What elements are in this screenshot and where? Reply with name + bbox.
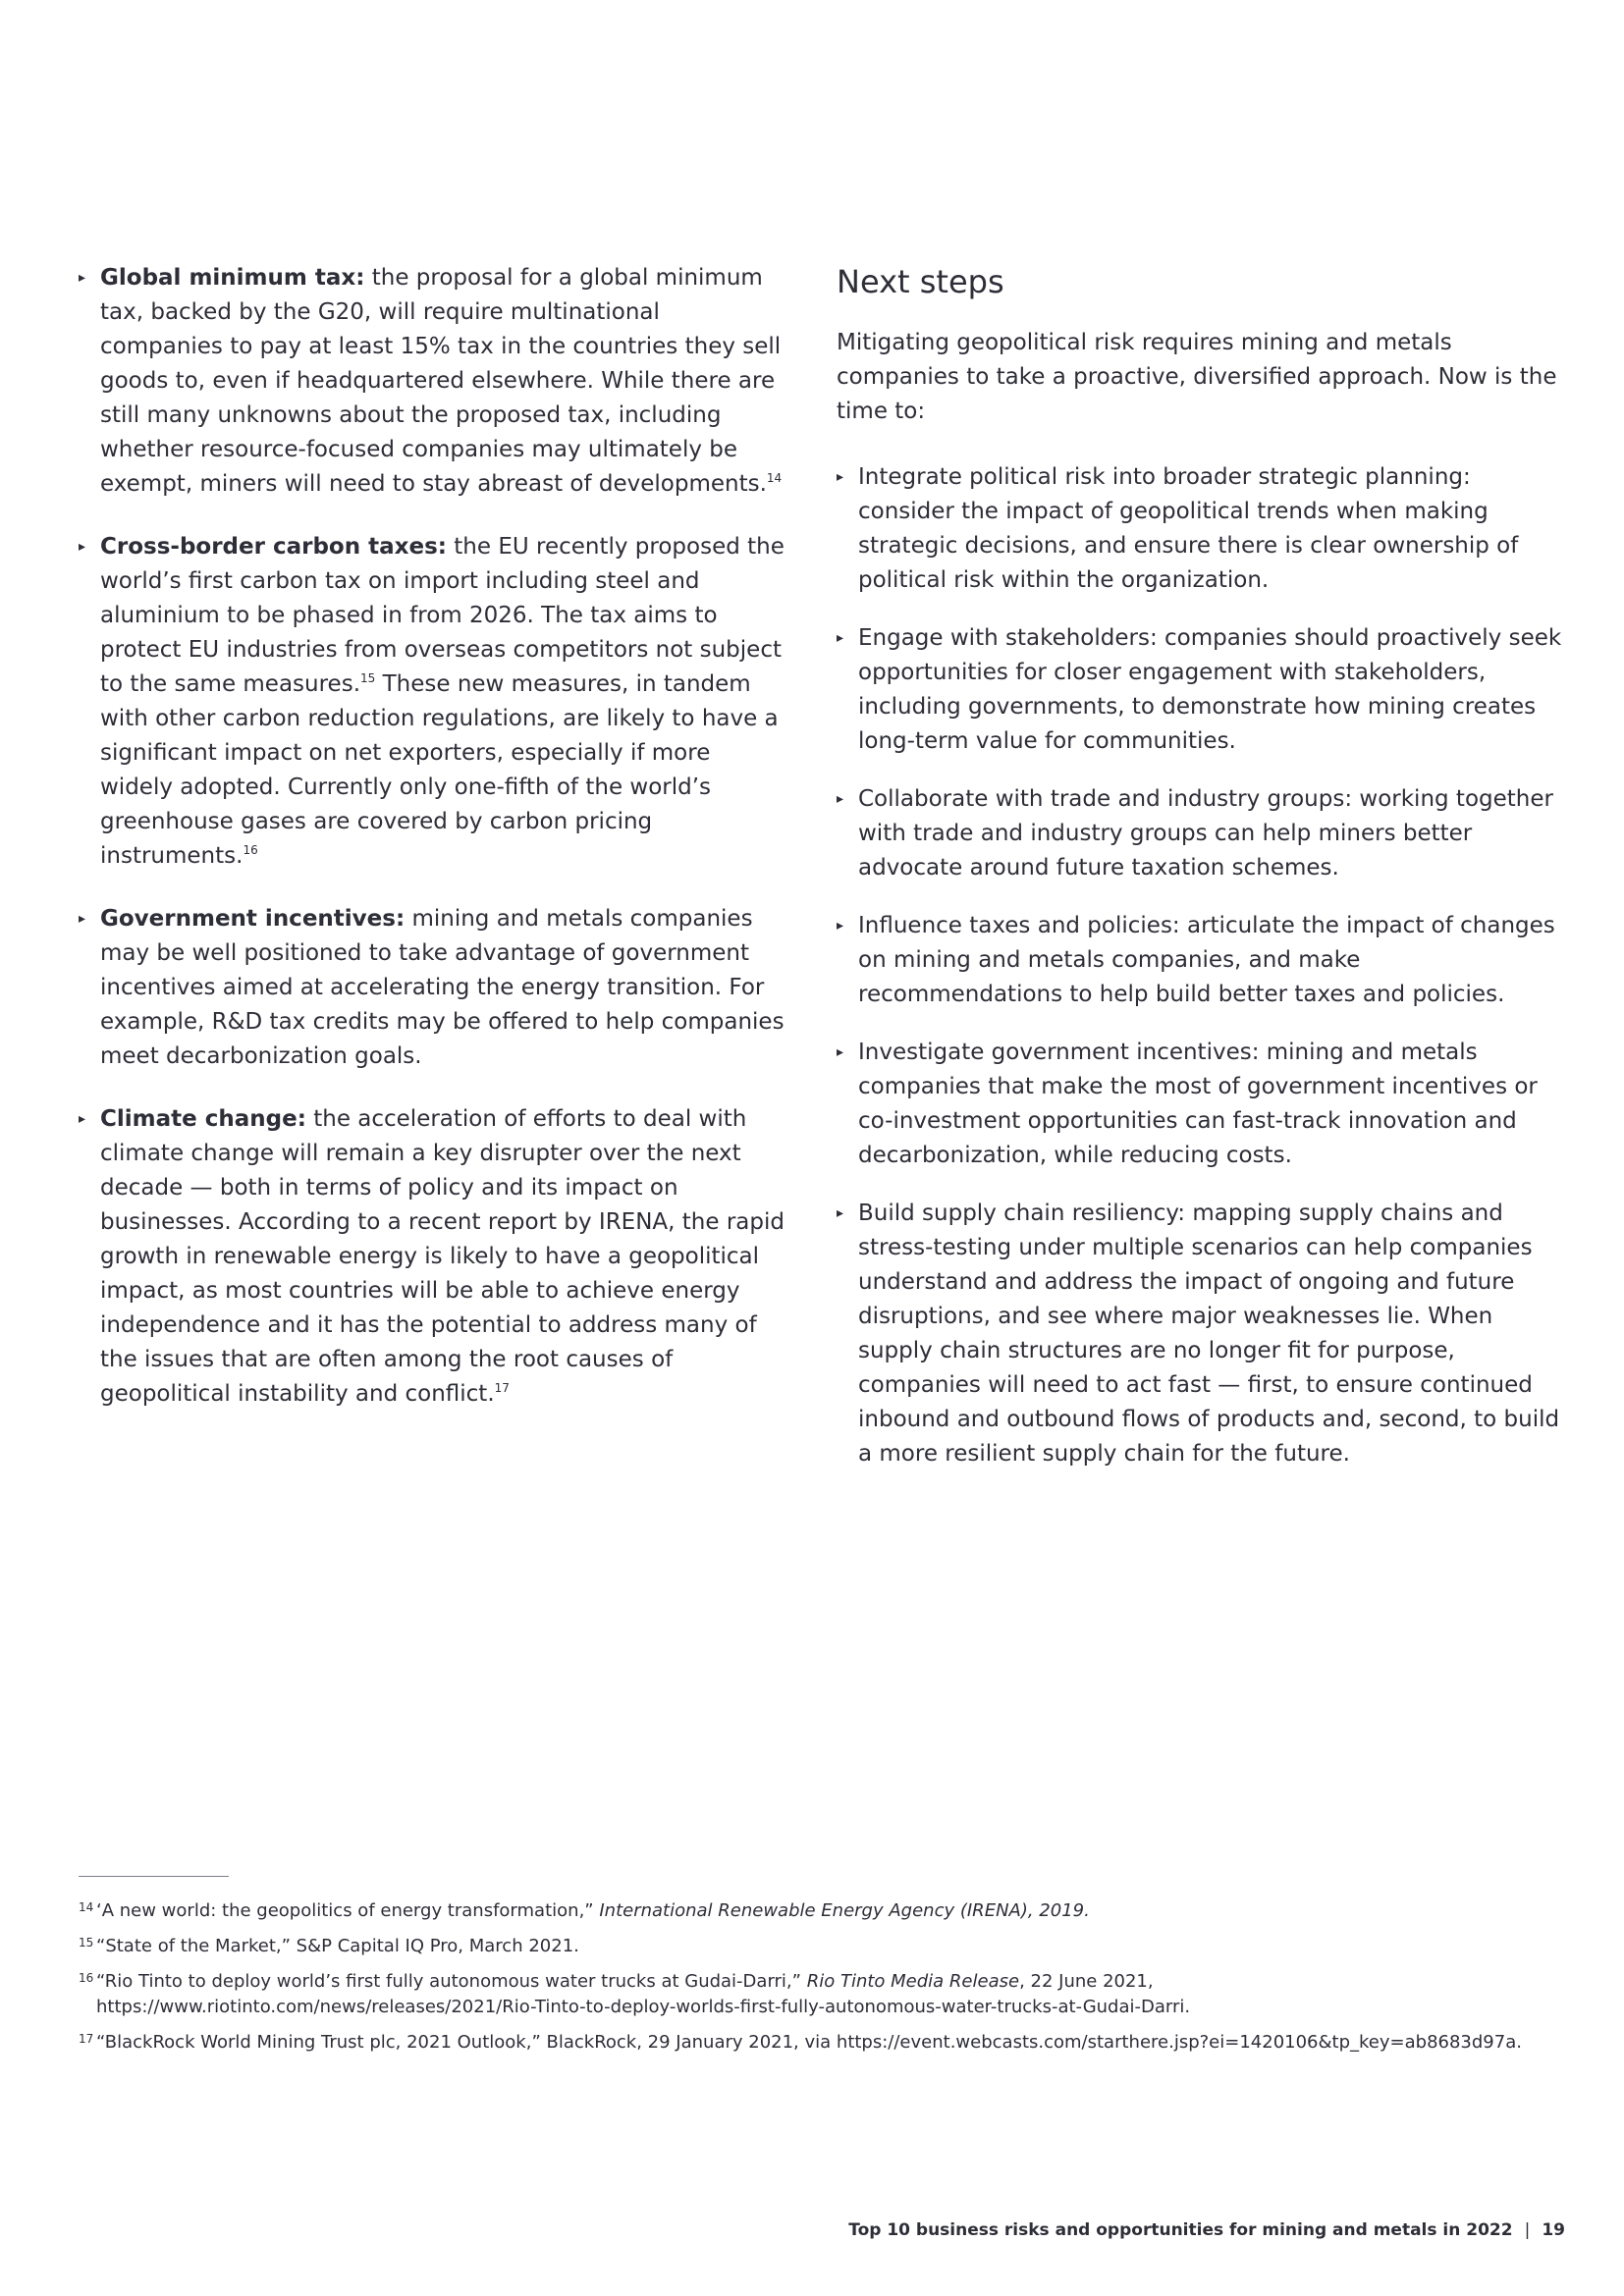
footnote-number: 15 xyxy=(79,1936,94,1949)
footnote-number: 16 xyxy=(79,1971,94,1985)
footer-separator: | xyxy=(1524,2220,1531,2240)
bullet-icon: ▸ xyxy=(79,1111,86,1127)
left-column xyxy=(79,261,785,1440)
section-heading: Next steps xyxy=(837,263,1004,300)
footnote-text: “State of the Market,” S&P Capital IQ Pro, March 2021. xyxy=(96,1936,579,1956)
footnote-source: International Renewable Energy Agency (IRENA), 2019. xyxy=(593,1900,1090,1921)
footnote-number: 17 xyxy=(79,2032,94,2046)
footnotes xyxy=(79,1898,1551,2065)
page-footer xyxy=(848,2218,1565,2242)
list-item xyxy=(79,902,785,1074)
item-text: Collaborate with trade and industry groups: working together with trade and industry groups can help miners better advocate around future taxation schemes. xyxy=(858,786,1553,881)
item-text: the EU recently proposed the world’s first carbon tax on import including steel and aluminium to be phased in from 2026. The tax aims to protect EU industries from overseas competitors not subject to the same measures. xyxy=(100,534,785,697)
footnote xyxy=(79,1969,1551,2020)
item-text: Influence taxes and policies: articulate the impact of changes on mining and metals companies, and make recommendations to help build better taxes and policies. xyxy=(858,913,1555,1007)
list-item xyxy=(79,261,785,502)
footnote-ref: 14 xyxy=(766,471,783,485)
footnote-source: Rio Tinto Media Release xyxy=(800,1971,1020,1992)
right-column xyxy=(837,261,1563,1495)
item-text: These new measures, in tandem with other carbon reduction regulations, are likely to have a significant impact on net exporters, especially if more widely adopted. Currently only one-fifth of the world’s greenhouse gases are covered by carbon pricing instruments. xyxy=(100,671,779,869)
footnote-text-rest: , 22 June 2021, https://www.riotinto.com/news/releases/2021/Rio-Tinto-to-deploy-worlds-first-fully-autonomous-water-trucks-at-Gudai-Darri. xyxy=(96,1971,1191,2017)
footnote-divider xyxy=(79,1876,229,1877)
item-text: Integrate political risk into broader strategic planning: consider the impact of geopolitical trends when making strategic decisions, and ensure there is clear ownership of political risk within the organization. xyxy=(858,464,1519,593)
report-title: Top 10 business risks and opportunities for mining and metals in 2022 xyxy=(848,2220,1513,2240)
bullet-icon: ▸ xyxy=(837,918,844,934)
footnote xyxy=(79,2030,1551,2056)
item-text: Build supply chain resiliency: mapping supply chains and stress-testing under multiple scenarios can help companies understand and address the impact of ongoing and future disruptions, and see where major weaknesses lie. When supply chain structures are no longer fit for purpose, companies will need to act fast — first, to ensure continued inbound and outbound flows of products and, second, to build a more resilient supply chain for the future. xyxy=(858,1201,1560,1467)
section-intro: Mitigating geopolitical risk requires mining and metals companies to take a proactive, diversified approach. Now is the time to: xyxy=(837,330,1557,424)
footnote xyxy=(79,1898,1551,1924)
footnote-text: ‘A new world: the geopolitics of energy transformation,” xyxy=(96,1900,594,1921)
footnote xyxy=(79,1934,1551,1959)
list-item xyxy=(837,621,1563,759)
footnote-ref: 15 xyxy=(360,671,376,685)
footnote-text: “BlackRock World Mining Trust plc, 2021 Outlook,” BlackRock, 29 January 2021, via https://event.webcasts.com/starthere.jsp?ei=1420106&tp_key=ab8683d97a. xyxy=(96,2032,1522,2053)
risk-list xyxy=(79,261,785,1412)
item-text: the proposal for a global minimum tax, backed by the G20, will require multinational companies to pay at least 15% tax in the countries they sell goods to, even if headquartered elsewhere. While there are still many unknowns about the proposed tax, including whether resource-focused companies may ultimately be exempt, miners will need to stay abreast of developments. xyxy=(100,265,782,497)
list-item xyxy=(837,909,1563,1012)
bullet-icon: ▸ xyxy=(837,1205,844,1221)
bullet-icon: ▸ xyxy=(837,630,844,646)
item-text: Investigate government incentives: mining and metals companies that make the most of government incentives or co-investment opportunities can fast-track innovation and decarbonization, while reducing costs. xyxy=(858,1040,1538,1168)
item-text: mining and metals companies may be well positioned to take advantage of government incentives aimed at accelerating the energy transition. For example, R&D tax credits may be offered to help companies meet decarbonization goals. xyxy=(100,906,785,1069)
list-item xyxy=(79,1102,785,1412)
bullet-icon: ▸ xyxy=(79,911,86,927)
item-lead: Climate change: xyxy=(100,1106,306,1132)
page-number: 19 xyxy=(1542,2220,1565,2240)
list-item xyxy=(837,782,1563,885)
bullet-icon: ▸ xyxy=(837,469,844,485)
list-item xyxy=(79,530,785,874)
next-steps-list xyxy=(837,460,1563,1471)
bullet-icon: ▸ xyxy=(837,1044,844,1060)
footnote-ref: 17 xyxy=(494,1381,510,1395)
footnote-ref: 16 xyxy=(243,843,258,857)
item-lead: Cross-border carbon taxes: xyxy=(100,534,447,560)
item-lead: Government incentives: xyxy=(100,906,406,932)
item-text: Engage with stakeholders: companies should proactively seek opportunities for closer engagement with stakeholders, including governments, to demonstrate how mining creates long-term value for communities. xyxy=(858,625,1562,754)
footnote-number: 14 xyxy=(79,1900,94,1914)
bullet-icon: ▸ xyxy=(79,270,86,286)
list-item xyxy=(837,460,1563,598)
item-lead: Global minimum tax: xyxy=(100,265,365,291)
list-item xyxy=(837,1197,1563,1471)
list-item xyxy=(837,1036,1563,1173)
item-text: the acceleration of efforts to deal with climate change will remain a key disrupter over the next decade — both in terms of policy and its impact on businesses. According to a recent report by IRENA, the rapid growth in renewable energy is likely to have a geopolitical impact, as most countries will be able to achieve energy independence and it has the potential to address many of the issues that are often among the root causes of geopolitical instability and conflict. xyxy=(100,1106,785,1407)
bullet-icon: ▸ xyxy=(837,791,844,807)
bullet-icon: ▸ xyxy=(79,539,86,555)
footnote-text: “Rio Tinto to deploy world’s first fully autonomous water trucks at Gudai-Darri,” xyxy=(96,1971,801,1992)
